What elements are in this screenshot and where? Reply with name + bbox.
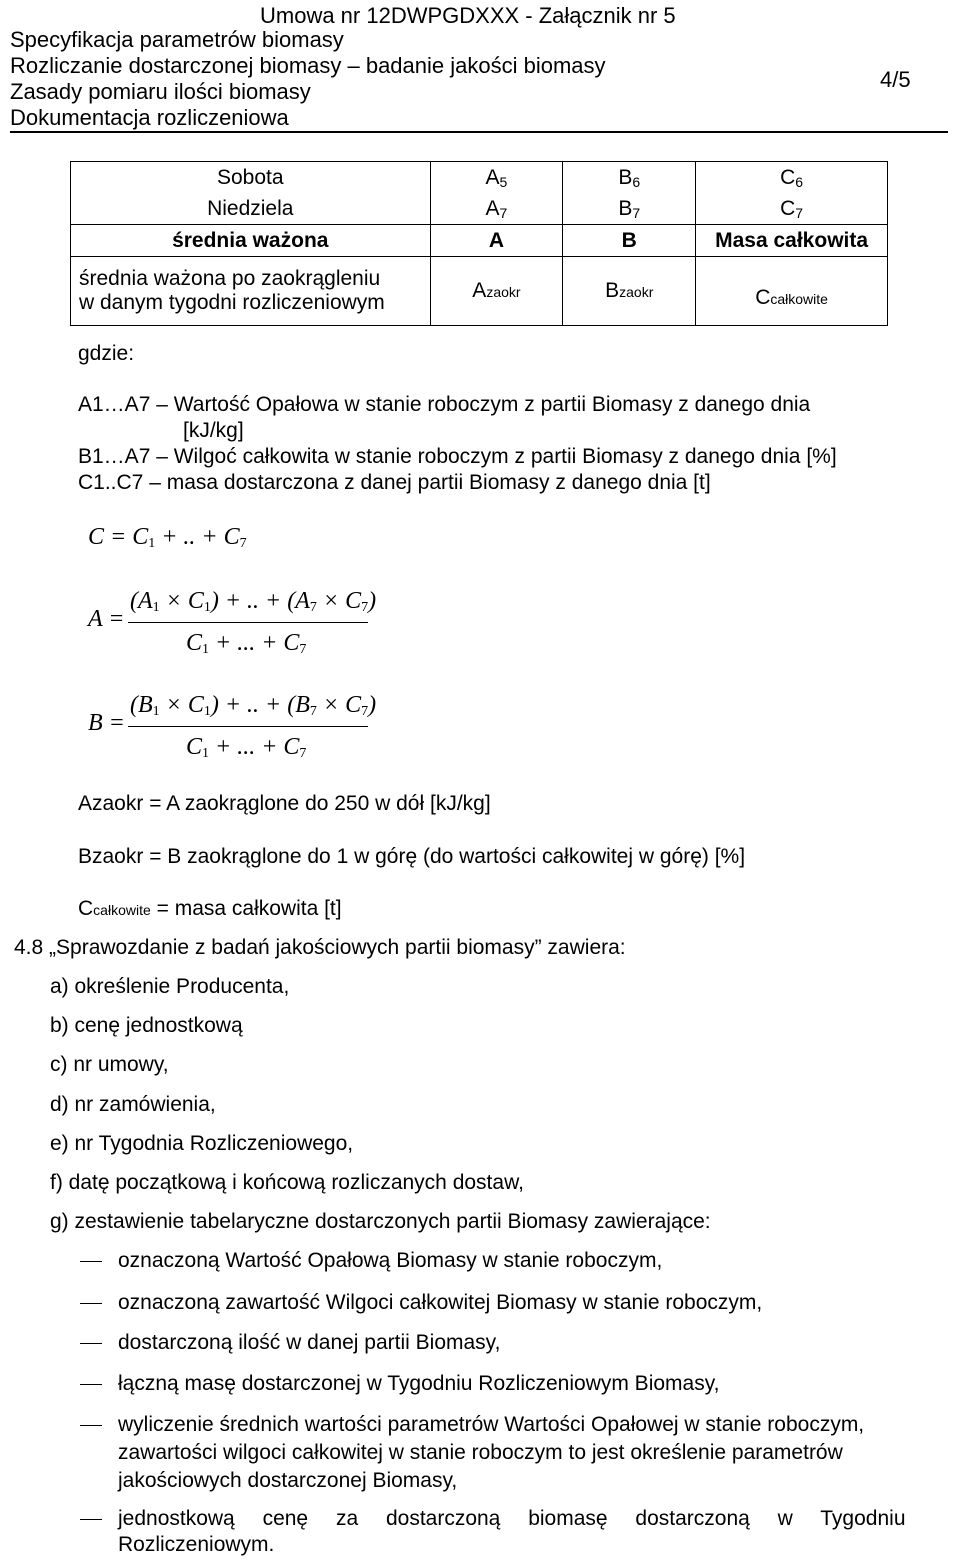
bullet-dash bbox=[80, 1343, 102, 1344]
legend-a-unit: [kJ/kg] bbox=[183, 419, 244, 442]
formula-a-lhs: A = bbox=[88, 606, 125, 632]
value-cell: $B_6$ bbox=[563, 162, 696, 195]
list-item: f) datę początkową i końcową rozliczanych dostaw, bbox=[50, 1171, 524, 1194]
page-number: 4/5 bbox=[880, 67, 911, 92]
table-row bbox=[71, 162, 888, 195]
list-item: c) nr umowy, bbox=[50, 1053, 169, 1076]
legend-intro: gdzie: bbox=[78, 342, 135, 365]
bullet-dash bbox=[80, 1425, 102, 1426]
bullet-dash bbox=[80, 1261, 102, 1262]
table-row bbox=[71, 194, 888, 225]
rounding-c: Ccałkowite = masa całkowita [t] bbox=[78, 897, 342, 920]
table-row-rounded bbox=[71, 257, 888, 326]
value-cell: Masa całkowita bbox=[696, 225, 888, 257]
value-cell: $A_5$ bbox=[430, 162, 563, 195]
bullet-item-line1: wyliczenie średnich wartości parametrów Wartości Opałowej w stanie roboczym, bbox=[118, 1413, 865, 1436]
list-item: g) zestawienie tabelaryczne dostarczonych partii Biomasy zawierające: bbox=[50, 1210, 711, 1233]
legend-c: C1..C7 – masa dostarczona z danej partii Biomasy z danego dnia [t] bbox=[78, 471, 711, 494]
bullet-item: oznaczoną zawartość Wilgoci całkowitej Biomasy w stanie roboczym, bbox=[118, 1291, 763, 1314]
day-cell: Niedziela bbox=[71, 194, 431, 225]
legend-a: A1…A7 – Wartość Opałowa w stanie roboczym z partii Biomasy z danego dnia bbox=[78, 393, 811, 416]
rounded-label: średnia ważona po zaokrągleniu w danym tygodni rozliczeniowym bbox=[71, 257, 431, 326]
bullet-item: oznaczoną Wartość Opałową Biomasy w stanie roboczym, bbox=[118, 1249, 663, 1272]
legend-b: B1…A7 – Wilgoć całkowita w stanie roboczym z partii Biomasy z danego dnia [%] bbox=[78, 445, 837, 468]
value-cell: A bbox=[430, 225, 563, 257]
formula-c: $C = C_1$ + .. + $C_7$ bbox=[88, 524, 247, 551]
list-item: a) określenie Producenta, bbox=[50, 975, 290, 998]
formula-b-fraction-line bbox=[128, 726, 368, 727]
value-cell: Ccałkowite bbox=[696, 257, 888, 326]
rounding-a: Azaokr = A zaokrąglone do 250 w dół [kJ/kg] bbox=[78, 792, 491, 815]
bullet-item-line3: jakościowych dostarczonej Biomasy, bbox=[118, 1469, 458, 1492]
formula-a-denominator: $C_1$ + ... + $C_7$ bbox=[186, 630, 307, 657]
value-cell: Bzaokr bbox=[563, 257, 696, 326]
value-cell: $B_7$ bbox=[563, 194, 696, 225]
bullet-dash bbox=[80, 1384, 102, 1385]
bullet-dash bbox=[80, 1519, 102, 1520]
bullet-item-line1: jednostkową cenę za dostarczoną biomasę dostarczoną w Tygodniu bbox=[118, 1507, 906, 1530]
day-cell: Sobota bbox=[71, 162, 431, 195]
table-row-weighted bbox=[71, 225, 888, 257]
value-cell: $C_6$ bbox=[696, 162, 888, 195]
formula-a-fraction-line bbox=[128, 622, 368, 623]
header-line-settlement: Rozliczanie dostarczonej biomasy – badanie jakości biomasy bbox=[10, 53, 606, 78]
value-cell: $C_7$ bbox=[696, 194, 888, 225]
list-item: e) nr Tygodnia Rozliczeniowego, bbox=[50, 1132, 354, 1155]
formula-b-denominator: $C_1$ + ... + $C_7$ bbox=[186, 734, 307, 761]
formula-b-numerator: $(B_1 \times C_1)$ + .. + $(B_7 \times C_7)$ bbox=[130, 692, 377, 719]
formula-b-lhs: B = bbox=[88, 710, 125, 736]
bullet-dash bbox=[80, 1303, 102, 1304]
header-rule bbox=[10, 131, 948, 133]
header-line-documentation: Dokumentacja rozliczeniowa bbox=[10, 105, 289, 130]
bullet-item-line2: Rozliczeniowym. bbox=[118, 1533, 275, 1556]
list-item: d) nr zamówienia, bbox=[50, 1093, 216, 1116]
parameters-table bbox=[70, 161, 888, 326]
section-title: 4.8 „Sprawozdanie z badań jakościowych partii biomasy” zawiera: bbox=[14, 936, 626, 959]
header-line-specification: Specyfikacja parametrów biomasy bbox=[10, 27, 344, 52]
weighted-label: średnia ważona bbox=[71, 225, 431, 257]
value-cell: Azaokr bbox=[430, 257, 563, 326]
value-cell: B bbox=[563, 225, 696, 257]
list-item: b) cenę jednostkową bbox=[50, 1014, 243, 1037]
bullet-item: dostarczoną ilość w danej partii Biomasy, bbox=[118, 1331, 501, 1354]
rounding-b: Bzaokr = B zaokrąglone do 1 w górę (do wartości całkowitej w górę) [%] bbox=[78, 845, 746, 868]
header-line-measurement: Zasady pomiaru ilości biomasy bbox=[10, 79, 311, 104]
value-cell: $A_7$ bbox=[430, 194, 563, 225]
bullet-item: łączną masę dostarczonej w Tygodniu Rozliczeniowym Biomasy, bbox=[118, 1372, 720, 1395]
bullet-item-line2: zawartości wilgoci całkowitej w stanie roboczym to jest określenie parametrów bbox=[118, 1441, 843, 1464]
formula-a-numerator: $(A_1 \times C_1)$ + .. + $(A_7 \times C_7)$ bbox=[130, 588, 377, 615]
doc-title: Umowa nr 12DWPGDXXX - Załącznik nr 5 bbox=[260, 3, 676, 28]
